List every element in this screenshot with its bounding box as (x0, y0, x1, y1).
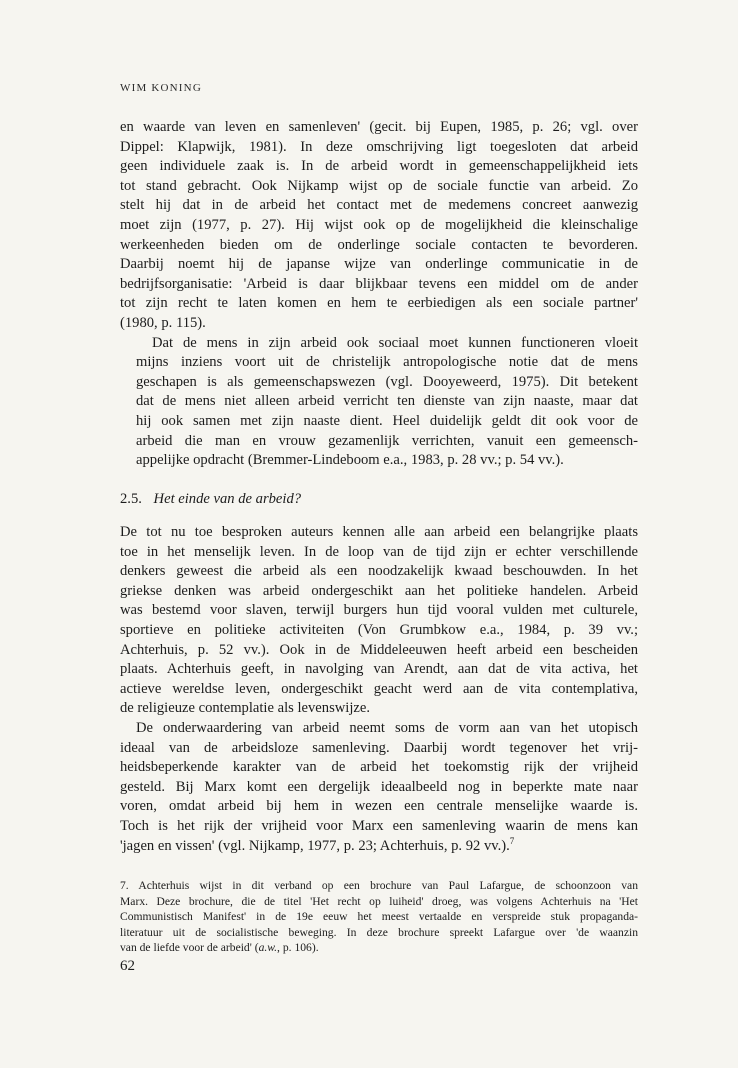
text-line: dat de mens niet alleen arbeid verricht ten dienste van zijn naaste, maar dat (136, 393, 638, 410)
text-line: arbeid die man en vrouw gezamenlijk verrichten, vanuit een gemeensch- (136, 432, 638, 449)
text-line: de religieuze contemplatie als levenswijze. (120, 700, 371, 717)
text-line: voren, omdat arbeid bij hem in wezen een centrale menselijke waarde is. (120, 798, 638, 815)
footnote-line: Communistisch Manifest' in de 19e eeuw het meest vertaalde en verspreide stuk propaganda- (120, 910, 638, 924)
text-line: denkers geweest die arbeid als een noodzakelijk kwaad beschouwden. In het (120, 563, 638, 580)
body-text-bottom (120, 523, 638, 856)
text-line: geschapen is als gemeenschapswezen (vgl. Dooyeweerd, 1975). Dit betekent (136, 373, 638, 390)
section-number: 2.5. (120, 491, 142, 507)
text-line: stelt hij dat in de arbeid het contact met de medemens concreet aanwezig (120, 197, 638, 214)
paragraph-2 (120, 334, 638, 471)
text-line: 'jagen en vissen' (vgl. Nijkamp, 1977, p. 23; Achterhuis, p. 92 vv.). (120, 837, 510, 854)
text-line: griekse denken was arbeid ondergeschikt aan het politieke handelen. Arbeid (120, 582, 638, 599)
paragraph-3 (120, 523, 638, 719)
text-line: gesteld. Bij Marx komt een dergelijk ideaalbeeld nog in beperkte mate naar (120, 778, 638, 795)
text-line: Toch is het rijk der vrijheid voor Marx een samenleving waarin de mens kan (120, 817, 638, 834)
text-line: Achterhuis, p. 52 vv.). Ook in de Middeleeuwen heeft arbeid een bescheiden (120, 641, 638, 658)
text-line: hij ook samen met zijn naaste dient. Heel duidelijk geldt dit ook voor de (136, 412, 638, 429)
footnote-text: van de liefde voor de arbeid' ( (120, 941, 259, 955)
text-line: ideaal van de arbeidsloze samenleving. Daarbij wordt tegenover het vrij- (120, 739, 638, 756)
text-line: tot zijn recht te laten komen en hem te eerbiedigen als een sociale partner' (120, 295, 638, 312)
text-line: (1980, p. 115). (120, 314, 206, 331)
paragraph-4 (120, 719, 638, 856)
text-line: heidsbeperkende karakter van de arbeid het toekomstig rijk der vrijheid (120, 759, 638, 776)
running-head: WIM KONING (120, 82, 202, 94)
footnote (120, 878, 638, 956)
text-line: Daarbij noemt hij de japanse wijze van onderlinge communicatie in de (120, 256, 638, 273)
text-line: De onderwaardering van arbeid neemt soms de vorm aan van het utopisch (136, 719, 638, 736)
text-line: toe in het menselijk leven. In de loop van de tijd zijn er echter verschillende (120, 543, 638, 560)
footnote-reference[interactable]: 7 (509, 835, 515, 846)
footnote-line-last (120, 940, 638, 956)
text-line: sportieve en politieke activiteiten (Von Grumbkow e.a., 1984, p. 39 vv.; (120, 621, 638, 638)
text-line: geen individuele zaak is. In de arbeid wordt in gemeenschappelijkheid iets (120, 158, 638, 175)
text-line: werkeenheden bieden om de onderlinge sociale contacten te bevorderen. (120, 236, 638, 253)
text-line: De tot nu toe besproken auteurs kennen alle aan arbeid een belangrijke plaats (120, 524, 638, 540)
text-line-with-footnote (120, 837, 638, 857)
text-line: Dat de mens in zijn arbeid ook sociaal moet kunnen functioneren vloeit (152, 334, 638, 351)
text-line: tot stand gebracht. Ook Nijkamp wijst op de sociale functie van arbeid. Zo (120, 177, 638, 194)
footnote-text: , p. 106). (277, 941, 319, 955)
paragraph-1 (120, 118, 638, 334)
footnote-line: literatuur uit de socialistische beweging. In deze brochure spreekt Lafargue over 'de waanzin (120, 925, 638, 939)
text-line: actieve wereldse leven, ondergeschikt geacht werd aan de vita contemplativa, (120, 680, 638, 697)
text-line: plaats. Achterhuis geeft, in navolging van Arendt, aan dat de vita activa, het (120, 661, 638, 678)
body-text-top (120, 118, 638, 471)
text-line: appelijke opdracht (Bremmer-Lindeboom e.a., 1983, p. 28 vv.; p. 54 vv.). (136, 452, 564, 469)
page-number: 62 (120, 958, 135, 974)
section-heading (120, 491, 301, 508)
text-line: en waarde van leven en samenleven' (gecit. bij Eupen, 1985, p. 26; vgl. over (120, 119, 638, 135)
text-line: moet zijn (1977, p. 27). Hij wijst ook op de mogelijkheid die kleinschalige (120, 216, 638, 233)
footnote-line: 7. Achterhuis wijst in dit verband op een brochure van Paul Lafargue, de schoonzoon van (120, 879, 638, 892)
section-title: Het einde van de arbeid? (153, 491, 302, 507)
text-line: mijns inziens voort uit de christelijk antropologische notie dat de mens (136, 354, 638, 371)
text-line: Dippel: Klapwijk, 1981). In deze omschrijving ligt toegesloten dat arbeid (120, 138, 638, 155)
text-line: bedrijfsorganisatie: 'Arbeid is daar blijkbaar tevens een middel om de ander (120, 275, 638, 292)
footnote-abbreviation: a.w. (258, 941, 278, 955)
footnote-line: Marx. Deze brochure, die de titel 'Het recht op luiheid' droeg, was volgens Achterhuis na 'Het (120, 894, 638, 908)
text-line: was bestemd voor slaven, terwijl burgers hun tijd vooral vulden met culturele, (120, 602, 638, 619)
